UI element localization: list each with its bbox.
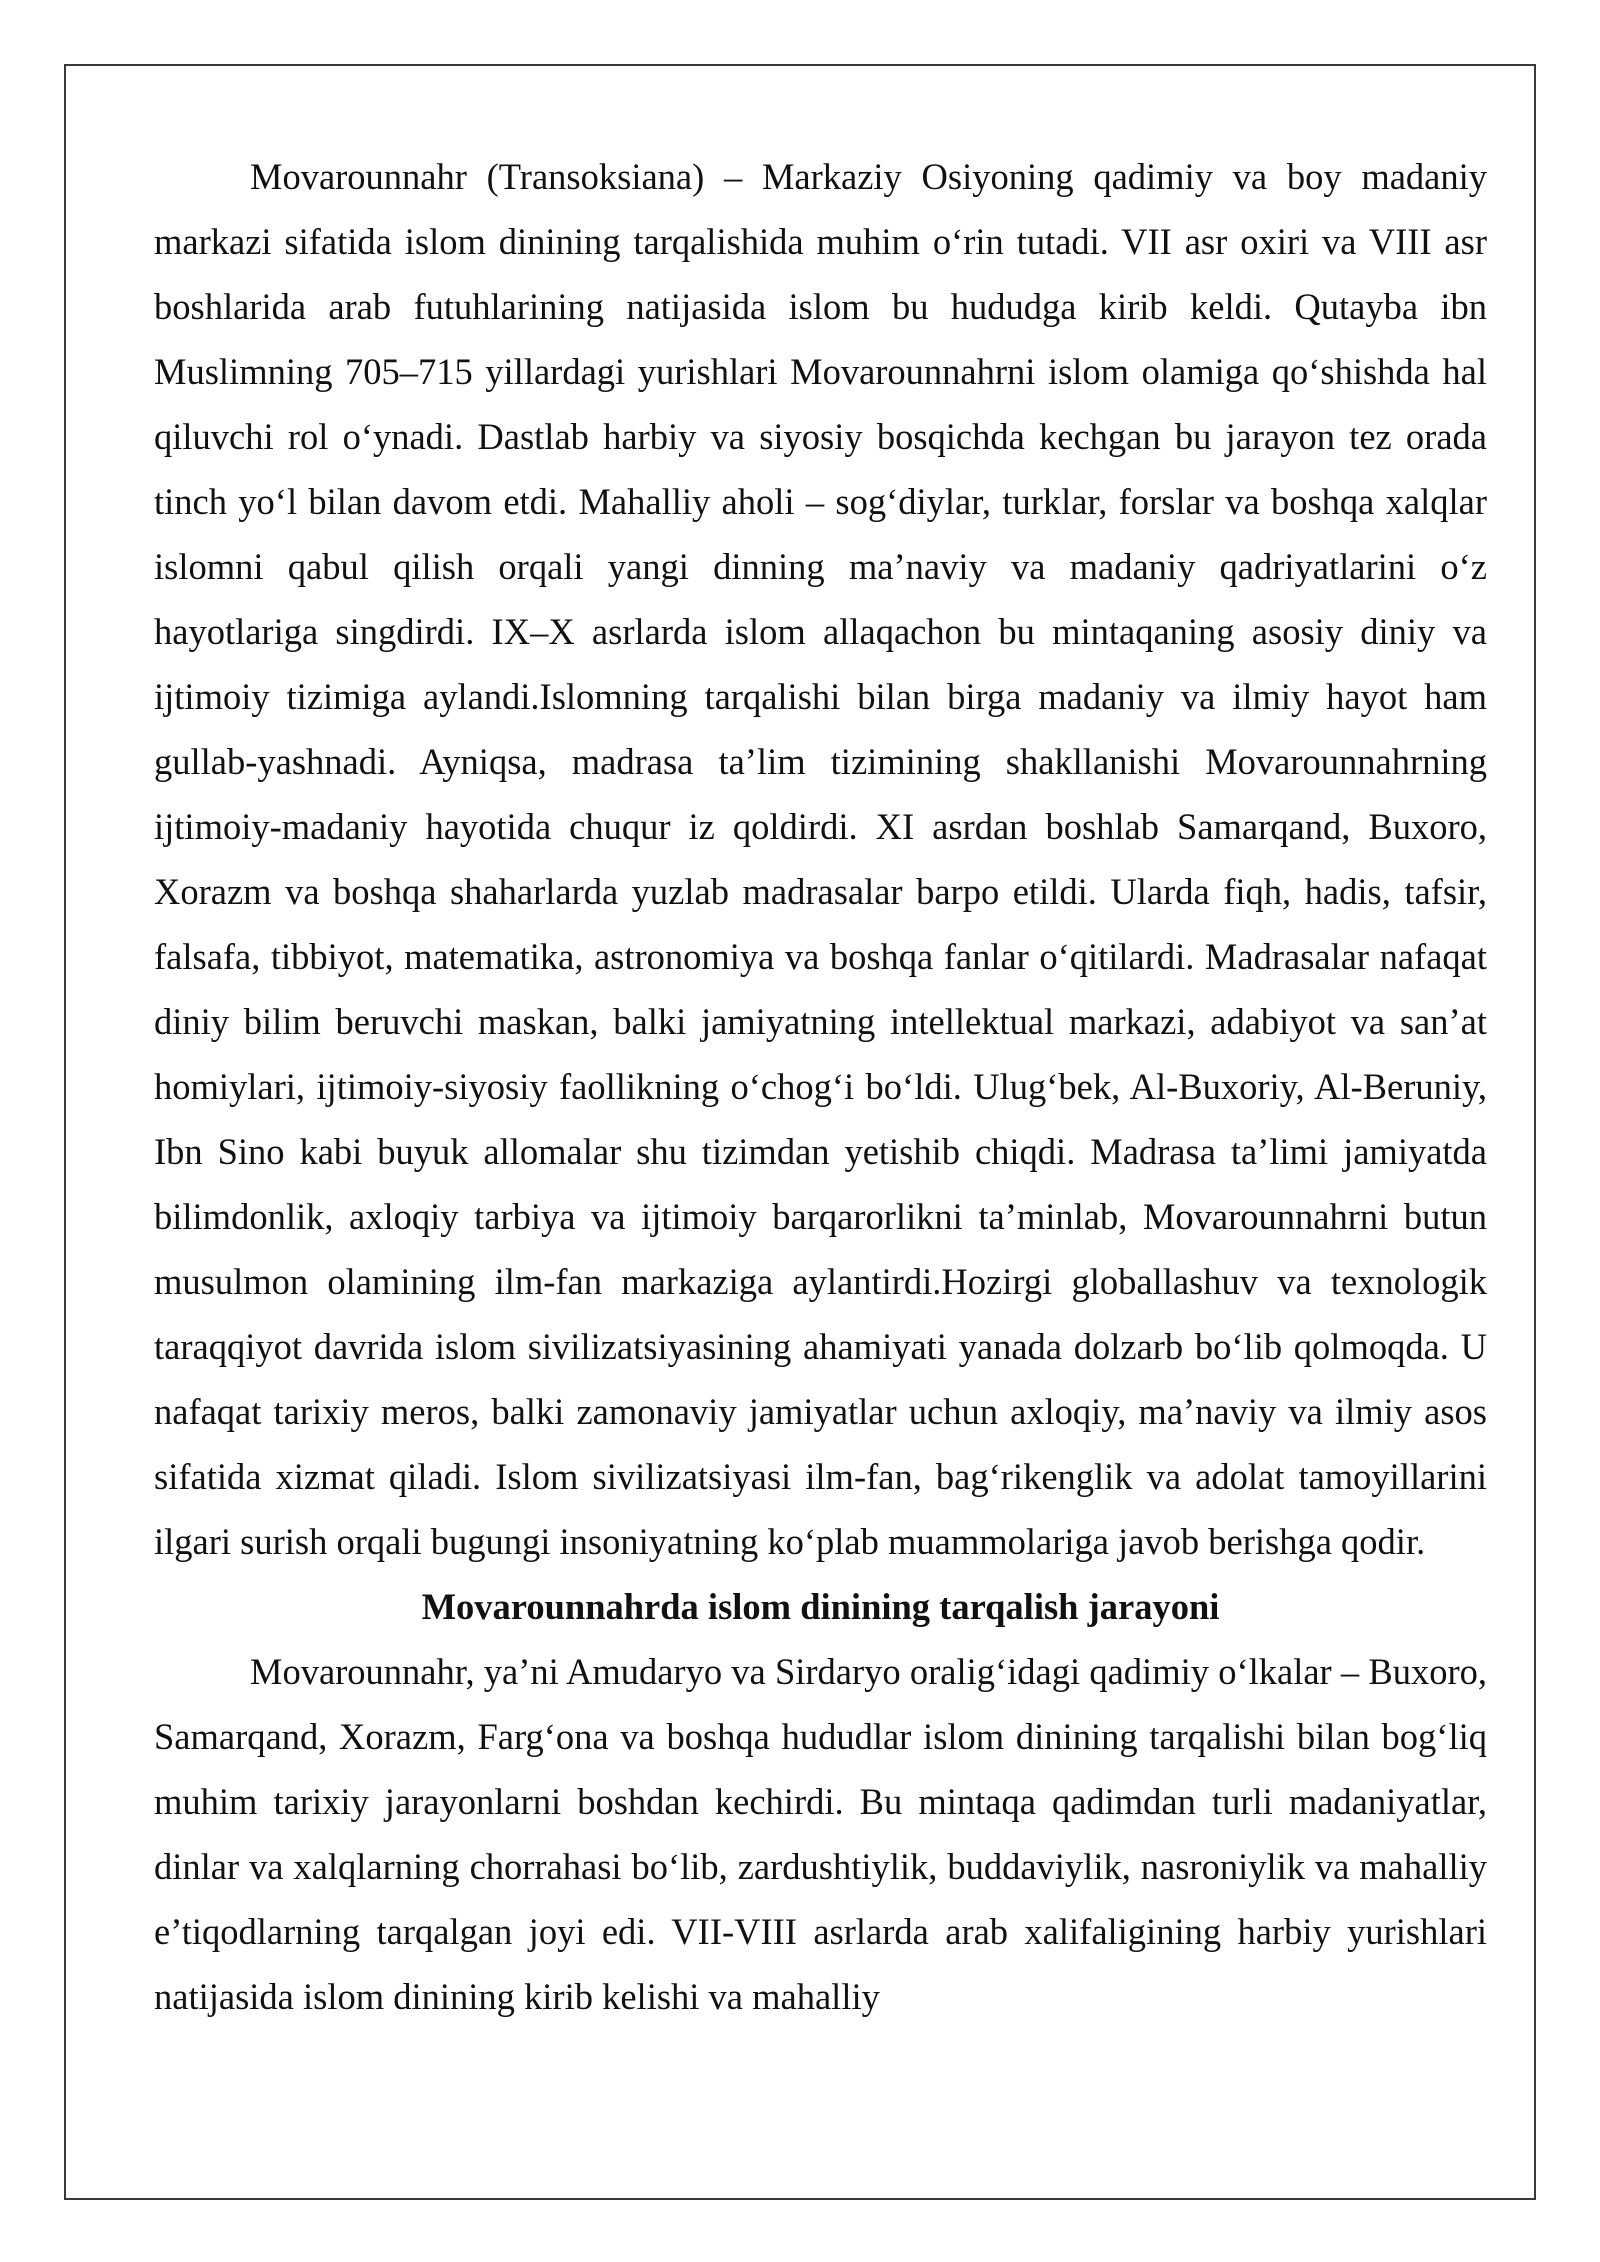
paragraph-1: Movarounnahr (Transoksiana) – Markaziy Osiyoning qadimiy va boy madaniy markazi sifatida islom dinining tarqalishida muhim o‘rin tutadi. VII asr oxiri va VIII asr boshlarida arab futuhlarining natijasida islom bu hududga kirib keldi. Qutayba ibn Muslimning 705–715 yillardagi yurishlari Movarounnahrni islom olamiga qo‘shishda hal qiluvchi rol o‘ynadi. Dastlab harbiy va siyosiy bosqichda kechgan bu jarayon tez orada tinch yo‘l bilan davom etdi. Mahalliy aholi – sog‘diylar, turklar, forslar va boshqa xalqlar islomni qabul qilish orqali yangi dinning ma’naviy va madaniy qadriyatlarini o‘z hayotlariga singdirdi. IX–X asrlarda islom allaqachon bu mintaqaning asosiy diniy va ijtimoiy tizimiga aylandi.Islomning tarqalishi bilan birga madaniy va ilmiy hayot ham gullab-yashnadi. Ayniqsa, madrasa ta’lim tizimining shakllanishi Movarounnahrning ijtimoiy-madaniy hayotida chuqur iz qoldirdi. XI asrdan boshlab Samarqand, Buxoro, Xorazm va boshqa shaharlarda yuzlab madrasalar barpo etildi. Ularda fiqh, hadis, tafsir, falsafa, tibbiyot, matematika, astronomiya va boshqa fanlar o‘qitilardi. Madrasalar nafaqat diniy bilim beruvchi maskan, balki jamiyatning intellektual markazi, adabiyot va san’at homiylari, ijtimoiy-siyosiy faollikning o‘chog‘i bo‘ldi. Ulug‘bek, Al-Buxoriy, Al-Beruniy, Ibn Sino kabi buyuk allomalar shu tizimdan yetishib chiqdi. Madrasa ta’limi jamiyatda bilimdonlik, axloqiy tarbiya va ijtimoiy barqarorlikni ta’minlab, Movarounnahrni butun musulmon olamining ilm-fan markaziga aylantirdi.Hozirgi globallashuv va texnologik taraqqiyot davrida islom sivilizatsiyasining ahamiyati yanada dolzarb bo‘lib qolmoqda. U nafaqat tarixiy meros, balki zamonaviy jamiyatlar uchun axloqiy, ma’naviy va ilmiy asos sifatida xizmat qiladi. Islom sivilizatsiyasi ilm-fan, bag‘rikenglik va adolat tamoyillarini ilgari surish orqali bugungi insoniyatning ko‘plab muammolariga javob berishga qodir. <box>154 156 1487 1562</box>
section-heading: Movarounnahrda islom dinining tarqalish jarayoni <box>421 1586 1220 1627</box>
paragraph-2: Movarounnahr, ya’ni Amudaryo va Sirdaryo oralig‘idagi qadimiy o‘lkalar – Buxoro, Samarqand, Xorazm, Farg‘ona va boshqa hududlar islom dinining tarqalishi bilan bog‘liq muhim tarixiy jarayonlarni boshdan kechirdi. Bu mintaqa qadimdan turli madaniyatlar, dinlar va xalqlarning chorrahasi bo‘lib, zardushtiylik, buddaviylik, nasroniylik va mahalliy e’tiqodlarning tarqalgan joyi edi. VII-VIII asrlarda arab xalifaligining harbiy yurishlari natijasida islom dinining kirib kelishi va mahalliy <box>154 1651 1487 2017</box>
document-body <box>154 144 1487 2029</box>
